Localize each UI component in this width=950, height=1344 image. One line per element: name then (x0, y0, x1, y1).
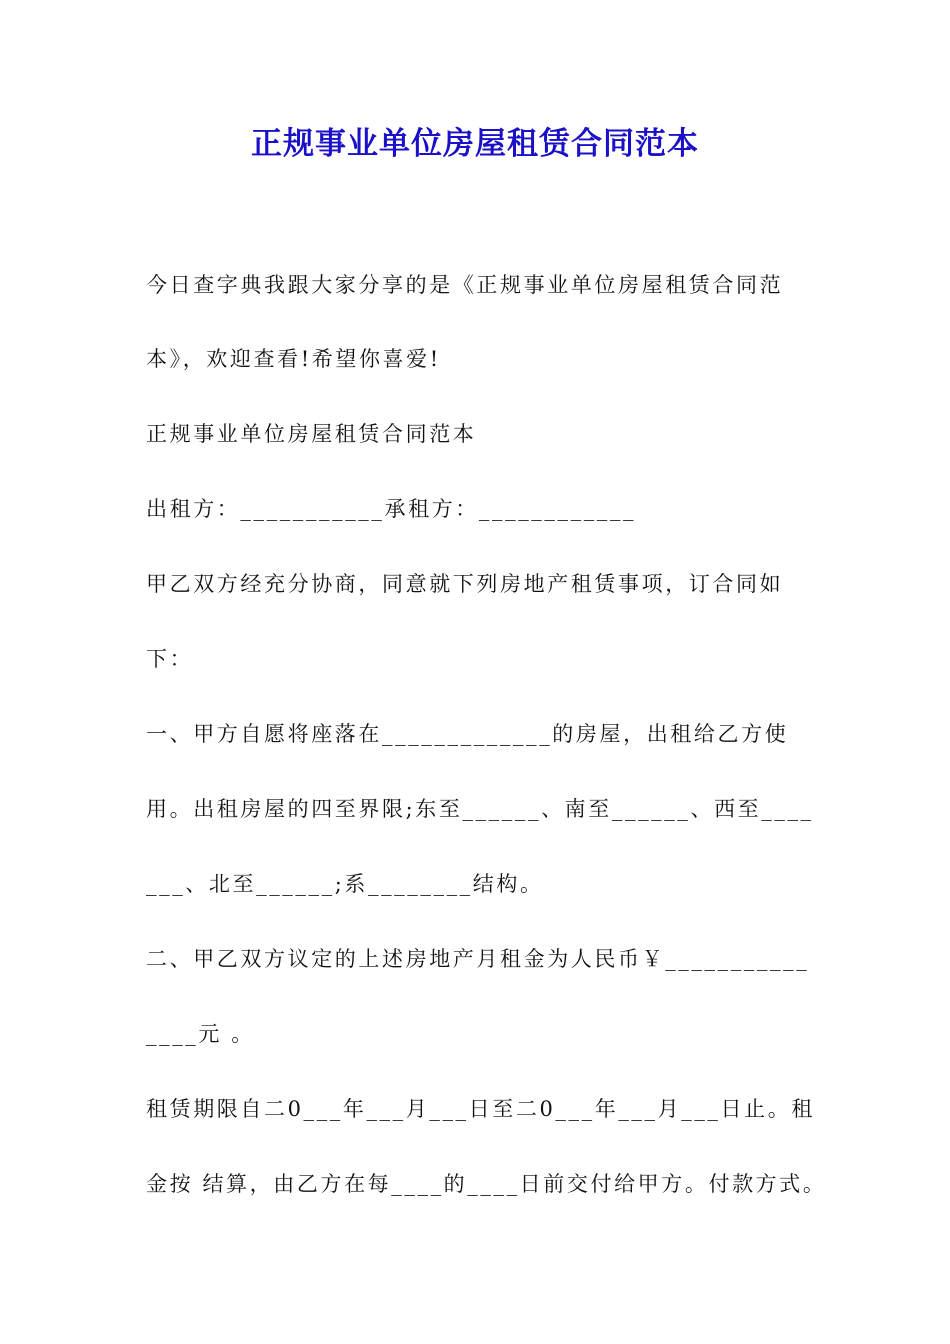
paragraph-line: 用。出租房屋的四至界限;东至______、南至______、西至____ (146, 797, 814, 821)
paragraph-line: 一、甲方自愿将座落在_____________的房屋，出租给乙方使 (146, 722, 789, 746)
paragraph-line: 本》，欢迎查看!希望你喜爱! (146, 347, 441, 371)
paragraph-line: 甲乙双方经充分协商，同意就下列房地产租赁事项，订合同如 (146, 572, 784, 596)
paragraph-line: 出租方：___________承租方：____________ (146, 497, 637, 521)
paragraph-line: 金按 结算，由乙方在每____的____日前交付给甲方。付款方式。 (146, 1172, 827, 1196)
paragraph-line: ___、北至______;系________结构。 (146, 872, 544, 896)
paragraph-line: ____元 。 (146, 1022, 255, 1046)
paragraph-line: 正规事业单位房屋租赁合同范本 (146, 422, 477, 446)
paragraph-line: 今日查字典我跟大家分享的是《正规事业单位房屋租赁合同范 (146, 273, 784, 297)
paragraph-line: 下： (146, 647, 194, 671)
paragraph-line: 二、甲乙双方议定的上述房地产月租金为人民币￥___________ (146, 947, 810, 971)
document-title: 正规事业单位房屋租赁合同范本 (251, 126, 699, 162)
paragraph-line: 租赁期限自二0___年___月___日至二0___年___月___日止。租 (146, 1097, 815, 1121)
